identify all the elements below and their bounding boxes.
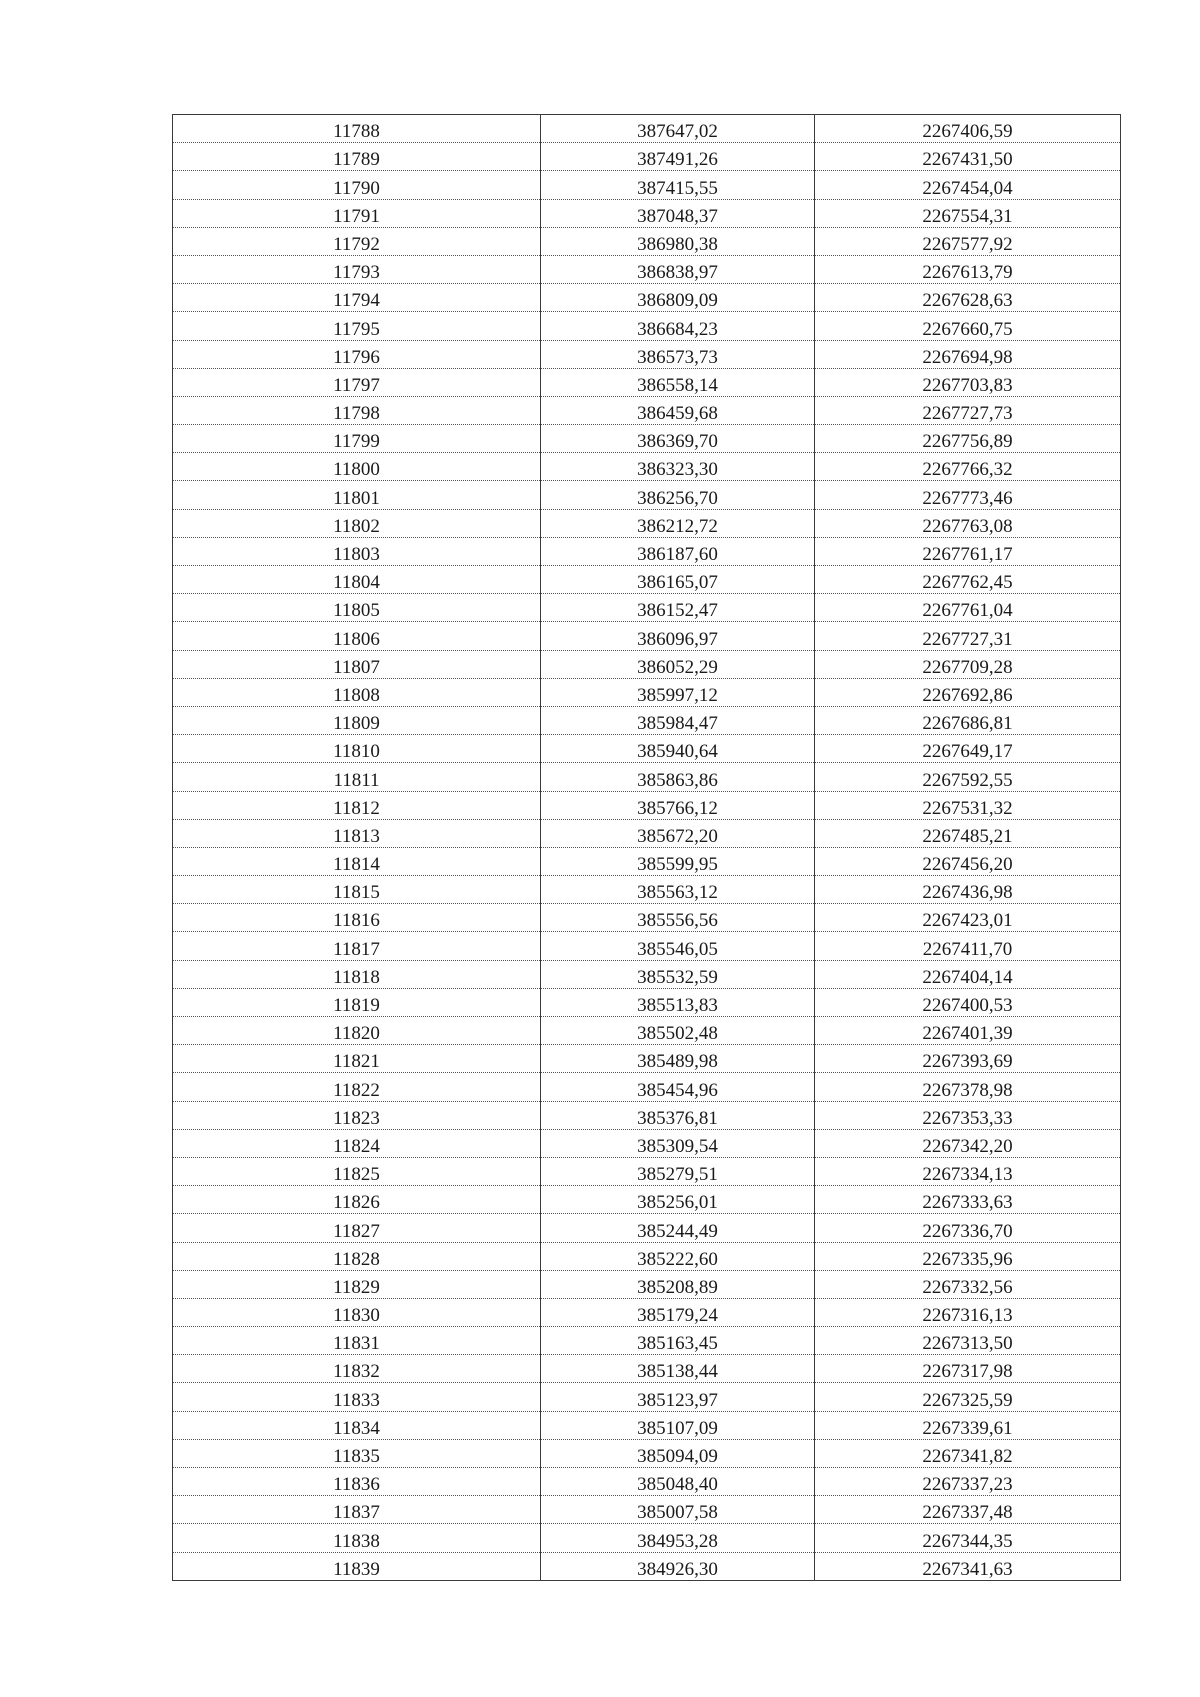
y-coordinate-cell: 2267613,79: [815, 255, 1121, 283]
y-coordinate-cell: 2267554,31: [815, 199, 1121, 227]
table-row: [173, 255, 1121, 283]
x-coordinate-cell: 385208,89: [541, 1270, 815, 1298]
y-coordinate-cell: 2267628,63: [815, 284, 1121, 312]
y-coordinate-cell: 2267592,55: [815, 763, 1121, 791]
y-coordinate-cell: 2267456,20: [815, 847, 1121, 875]
point-number-cell: 11792: [173, 227, 541, 255]
point-number-cell: 11797: [173, 368, 541, 396]
table-row: [173, 312, 1121, 340]
x-coordinate-cell: 385672,20: [541, 819, 815, 847]
x-coordinate-cell: 385256,01: [541, 1186, 815, 1214]
x-coordinate-cell: 386096,97: [541, 622, 815, 650]
table-row: [173, 227, 1121, 255]
x-coordinate-cell: 385107,09: [541, 1411, 815, 1439]
x-coordinate-cell: 385138,44: [541, 1355, 815, 1383]
point-number-cell: 11824: [173, 1129, 541, 1157]
x-coordinate-cell: 387048,37: [541, 199, 815, 227]
point-number-cell: 11820: [173, 1017, 541, 1045]
x-coordinate-cell: 385007,58: [541, 1496, 815, 1524]
table-row: [173, 1468, 1121, 1496]
y-coordinate-cell: 2267703,83: [815, 368, 1121, 396]
x-coordinate-cell: 386187,60: [541, 537, 815, 565]
y-coordinate-cell: 2267342,20: [815, 1129, 1121, 1157]
point-number-cell: 11800: [173, 453, 541, 481]
y-coordinate-cell: 2267336,70: [815, 1214, 1121, 1242]
point-number-cell: 11833: [173, 1383, 541, 1411]
table-row: [173, 678, 1121, 706]
point-number-cell: 11834: [173, 1411, 541, 1439]
table-row: [173, 1270, 1121, 1298]
point-number-cell: 11803: [173, 537, 541, 565]
x-coordinate-cell: 385094,09: [541, 1439, 815, 1467]
x-coordinate-cell: 386212,72: [541, 509, 815, 537]
point-number-cell: 11808: [173, 678, 541, 706]
y-coordinate-cell: 2267337,23: [815, 1468, 1121, 1496]
table-row: [173, 425, 1121, 453]
x-coordinate-cell: 386152,47: [541, 594, 815, 622]
y-coordinate-cell: 2267325,59: [815, 1383, 1121, 1411]
table-row: [173, 396, 1121, 424]
point-number-cell: 11838: [173, 1524, 541, 1552]
x-coordinate-cell: 386052,29: [541, 650, 815, 678]
x-coordinate-cell: 385376,81: [541, 1101, 815, 1129]
point-number-cell: 11829: [173, 1270, 541, 1298]
table-row: [173, 1439, 1121, 1467]
point-number-cell: 11827: [173, 1214, 541, 1242]
table-row: [173, 1101, 1121, 1129]
x-coordinate-cell: 385766,12: [541, 791, 815, 819]
y-coordinate-cell: 2267341,63: [815, 1552, 1121, 1580]
point-number-cell: 11789: [173, 143, 541, 171]
y-coordinate-cell: 2267431,50: [815, 143, 1121, 171]
x-coordinate-cell: 387647,02: [541, 115, 815, 143]
table-row: [173, 1524, 1121, 1552]
y-coordinate-cell: 2267436,98: [815, 876, 1121, 904]
point-number-cell: 11832: [173, 1355, 541, 1383]
y-coordinate-cell: 2267337,48: [815, 1496, 1121, 1524]
table-row: [173, 1073, 1121, 1101]
table-row: [173, 706, 1121, 734]
point-number-cell: 11816: [173, 904, 541, 932]
table-row: [173, 340, 1121, 368]
point-number-cell: 11807: [173, 650, 541, 678]
point-number-cell: 11814: [173, 847, 541, 875]
point-number-cell: 11805: [173, 594, 541, 622]
point-number-cell: 11817: [173, 932, 541, 960]
table-row: [173, 594, 1121, 622]
x-coordinate-cell: 385863,86: [541, 763, 815, 791]
x-coordinate-cell: 386809,09: [541, 284, 815, 312]
point-number-cell: 11804: [173, 566, 541, 594]
table-row: [173, 1355, 1121, 1383]
point-number-cell: 11811: [173, 763, 541, 791]
point-number-cell: 11813: [173, 819, 541, 847]
point-number-cell: 11806: [173, 622, 541, 650]
table-row: [173, 876, 1121, 904]
x-coordinate-cell: 385997,12: [541, 678, 815, 706]
point-number-cell: 11796: [173, 340, 541, 368]
y-coordinate-cell: 2267332,56: [815, 1270, 1121, 1298]
point-number-cell: 11795: [173, 312, 541, 340]
point-number-cell: 11828: [173, 1242, 541, 1270]
table-row: [173, 650, 1121, 678]
table-row: [173, 622, 1121, 650]
x-coordinate-cell: 385532,59: [541, 960, 815, 988]
x-coordinate-cell: 386165,07: [541, 566, 815, 594]
table-row: [173, 763, 1121, 791]
table-row: [173, 847, 1121, 875]
x-coordinate-cell: 387415,55: [541, 171, 815, 199]
table-row: [173, 904, 1121, 932]
x-coordinate-cell: 384926,30: [541, 1552, 815, 1580]
table-row: [173, 368, 1121, 396]
table-row: [173, 537, 1121, 565]
point-number-cell: 11810: [173, 735, 541, 763]
x-coordinate-cell: 385984,47: [541, 706, 815, 734]
point-number-cell: 11819: [173, 988, 541, 1016]
point-number-cell: 11809: [173, 706, 541, 734]
table-row: [173, 199, 1121, 227]
y-coordinate-cell: 2267406,59: [815, 115, 1121, 143]
point-number-cell: 11798: [173, 396, 541, 424]
x-coordinate-cell: 385179,24: [541, 1298, 815, 1326]
y-coordinate-cell: 2267761,04: [815, 594, 1121, 622]
x-coordinate-cell: 385489,98: [541, 1045, 815, 1073]
y-coordinate-cell: 2267341,82: [815, 1439, 1121, 1467]
y-coordinate-cell: 2267400,53: [815, 988, 1121, 1016]
y-coordinate-cell: 2267762,45: [815, 566, 1121, 594]
y-coordinate-cell: 2267763,08: [815, 509, 1121, 537]
table-row: [173, 1157, 1121, 1185]
y-coordinate-cell: 2267577,92: [815, 227, 1121, 255]
table-row: [173, 171, 1121, 199]
point-number-cell: 11822: [173, 1073, 541, 1101]
y-coordinate-cell: 2267766,32: [815, 453, 1121, 481]
point-number-cell: 11831: [173, 1327, 541, 1355]
x-coordinate-cell: 386980,38: [541, 227, 815, 255]
x-coordinate-cell: 385940,64: [541, 735, 815, 763]
y-coordinate-cell: 2267334,13: [815, 1157, 1121, 1185]
x-coordinate-cell: 385048,40: [541, 1468, 815, 1496]
y-coordinate-cell: 2267727,31: [815, 622, 1121, 650]
x-coordinate-cell: 385556,56: [541, 904, 815, 932]
point-number-cell: 11802: [173, 509, 541, 537]
y-coordinate-cell: 2267344,35: [815, 1524, 1121, 1552]
y-coordinate-cell: 2267709,28: [815, 650, 1121, 678]
table-row: [173, 481, 1121, 509]
table-row: [173, 1242, 1121, 1270]
y-coordinate-cell: 2267335,96: [815, 1242, 1121, 1270]
y-coordinate-cell: 2267727,73: [815, 396, 1121, 424]
table-row: [173, 1327, 1121, 1355]
point-number-cell: 11788: [173, 115, 541, 143]
y-coordinate-cell: 2267761,17: [815, 537, 1121, 565]
y-coordinate-cell: 2267454,04: [815, 171, 1121, 199]
y-coordinate-cell: 2267686,81: [815, 706, 1121, 734]
point-number-cell: 11837: [173, 1496, 541, 1524]
y-coordinate-cell: 2267485,21: [815, 819, 1121, 847]
y-coordinate-cell: 2267423,01: [815, 904, 1121, 932]
y-coordinate-cell: 2267756,89: [815, 425, 1121, 453]
y-coordinate-cell: 2267660,75: [815, 312, 1121, 340]
x-coordinate-cell: 385454,96: [541, 1073, 815, 1101]
y-coordinate-cell: 2267692,86: [815, 678, 1121, 706]
x-coordinate-cell: 386369,70: [541, 425, 815, 453]
y-coordinate-cell: 2267317,98: [815, 1355, 1121, 1383]
table-row: [173, 143, 1121, 171]
table-row: [173, 960, 1121, 988]
x-coordinate-cell: 386558,14: [541, 368, 815, 396]
point-number-cell: 11794: [173, 284, 541, 312]
x-coordinate-cell: 385502,48: [541, 1017, 815, 1045]
table-row: [173, 509, 1121, 537]
point-number-cell: 11801: [173, 481, 541, 509]
point-number-cell: 11818: [173, 960, 541, 988]
y-coordinate-cell: 2267378,98: [815, 1073, 1121, 1101]
coordinates-table-body: [173, 115, 1121, 1581]
table-row: [173, 1045, 1121, 1073]
table-row: [173, 1214, 1121, 1242]
y-coordinate-cell: 2267353,33: [815, 1101, 1121, 1129]
table-row: [173, 932, 1121, 960]
x-coordinate-cell: 385599,95: [541, 847, 815, 875]
x-coordinate-cell: 385309,54: [541, 1129, 815, 1157]
x-coordinate-cell: 385513,83: [541, 988, 815, 1016]
table-row: [173, 1186, 1121, 1214]
x-coordinate-cell: 385546,05: [541, 932, 815, 960]
y-coordinate-cell: 2267694,98: [815, 340, 1121, 368]
point-number-cell: 11825: [173, 1157, 541, 1185]
x-coordinate-cell: 385244,49: [541, 1214, 815, 1242]
table-row: [173, 988, 1121, 1016]
x-coordinate-cell: 385279,51: [541, 1157, 815, 1185]
table-row: [173, 819, 1121, 847]
x-coordinate-cell: 385563,12: [541, 876, 815, 904]
y-coordinate-cell: 2267401,39: [815, 1017, 1121, 1045]
x-coordinate-cell: 386323,30: [541, 453, 815, 481]
point-number-cell: 11836: [173, 1468, 541, 1496]
x-coordinate-cell: 386684,23: [541, 312, 815, 340]
table-row: [173, 566, 1121, 594]
x-coordinate-cell: 385123,97: [541, 1383, 815, 1411]
y-coordinate-cell: 2267649,17: [815, 735, 1121, 763]
table-row: [173, 1298, 1121, 1326]
point-number-cell: 11790: [173, 171, 541, 199]
table-row: [173, 453, 1121, 481]
table-row: [173, 1496, 1121, 1524]
x-coordinate-cell: 386256,70: [541, 481, 815, 509]
table-row: [173, 1552, 1121, 1580]
y-coordinate-cell: 2267773,46: [815, 481, 1121, 509]
coordinates-table: [172, 114, 1121, 1581]
table-row: [173, 1017, 1121, 1045]
table-row: [173, 1129, 1121, 1157]
y-coordinate-cell: 2267333,63: [815, 1186, 1121, 1214]
x-coordinate-cell: 385222,60: [541, 1242, 815, 1270]
point-number-cell: 11791: [173, 199, 541, 227]
y-coordinate-cell: 2267411,70: [815, 932, 1121, 960]
table-row: [173, 1383, 1121, 1411]
table-row: [173, 735, 1121, 763]
y-coordinate-cell: 2267393,69: [815, 1045, 1121, 1073]
x-coordinate-cell: 386459,68: [541, 396, 815, 424]
point-number-cell: 11812: [173, 791, 541, 819]
table-row: [173, 115, 1121, 143]
y-coordinate-cell: 2267404,14: [815, 960, 1121, 988]
point-number-cell: 11835: [173, 1439, 541, 1467]
point-number-cell: 11839: [173, 1552, 541, 1580]
point-number-cell: 11826: [173, 1186, 541, 1214]
point-number-cell: 11821: [173, 1045, 541, 1073]
y-coordinate-cell: 2267313,50: [815, 1327, 1121, 1355]
y-coordinate-cell: 2267316,13: [815, 1298, 1121, 1326]
point-number-cell: 11830: [173, 1298, 541, 1326]
x-coordinate-cell: 386573,73: [541, 340, 815, 368]
x-coordinate-cell: 385163,45: [541, 1327, 815, 1355]
point-number-cell: 11799: [173, 425, 541, 453]
x-coordinate-cell: 384953,28: [541, 1524, 815, 1552]
x-coordinate-cell: 387491,26: [541, 143, 815, 171]
table-row: [173, 284, 1121, 312]
table-row: [173, 1411, 1121, 1439]
point-number-cell: 11793: [173, 255, 541, 283]
point-number-cell: 11815: [173, 876, 541, 904]
y-coordinate-cell: 2267531,32: [815, 791, 1121, 819]
x-coordinate-cell: 386838,97: [541, 255, 815, 283]
y-coordinate-cell: 2267339,61: [815, 1411, 1121, 1439]
point-number-cell: 11823: [173, 1101, 541, 1129]
table-row: [173, 791, 1121, 819]
